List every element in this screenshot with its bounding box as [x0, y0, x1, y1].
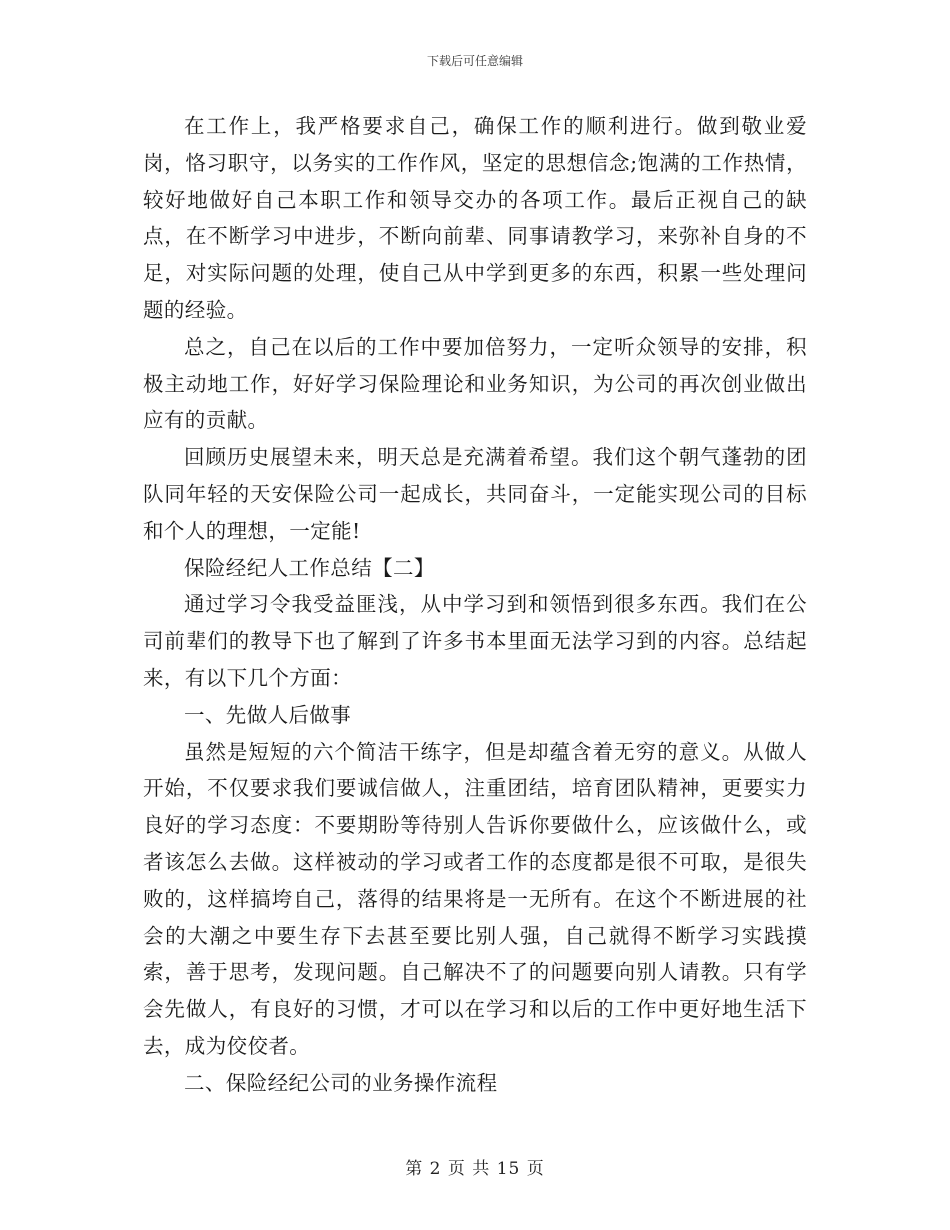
section-title: 保险经纪人工作总结【二】: [184, 555, 435, 580]
paragraph-conclusion: 总之，自己在以后的工作中要加倍努力，一定听众领导的安排，积极主动地工作，好好学习保险理论和业务知识，为公司的再次创业做出应有的贡献。: [143, 334, 807, 433]
subheading-second: 二、保险经纪公司的业务操作流程: [184, 1070, 498, 1095]
subheading-first: 一、先做人后做事: [184, 702, 352, 727]
paragraph-work-attitude: 在工作上，我严格要求自己，确保工作的顺利进行。做到敬业爱岗，恪习职守，以务实的工作作风，坚定的思想信念;饱满的工作热情，较好地做好自己本职工作和领导交办的各项工作。最后正视自己的缺点，在不断学习中进步，不断向前辈、同事请教学习，来弥补自身的不足，对实际问题的处理，使自己从中学到更多的东西，积累一些处理问题的经验。: [143, 114, 807, 322]
document-body: [143, 108, 807, 1102]
paragraph-outlook: 回顾历史展望未来，明天总是充满着希望。我们这个朝气蓬勃的团队同年轻的天安保险公司一起成长，共同奋斗，一定能实现公司的目标和个人的理想，一定能!: [143, 445, 807, 543]
header-note: 下载后可任意编辑: [426, 54, 523, 68]
page-number: 第 2 页 共 15 页: [405, 1159, 545, 1179]
paragraph-learning-intro: 通过学习令我受益匪浅，从中学习到和领悟到很多东西。我们在公司前辈们的教导下也了解到了许多书本里面无法学习到的内容。总结起来，有以下几个方面：: [143, 592, 807, 690]
paragraph-be-a-person: 虽然是短短的六个简洁干练字，但是却蕴含着无穷的意义。从做人开始，不仅要求我们要诚信做人，注重团结，培育团队精神，更要实力良好的学习态度：不要期盼等待别人告诉你要做什么，应该做什么，或者该怎么去做。这样被动的学习或者工作的态度都是很不可取，是很失败的，这样搞垮自己，落得的结果将是一无所有。在这个不断进展的社会的大潮之中要生存下去甚至要比别人强，自己就得不断学习实践摸索，善于思考，发现问题。自己解决不了的问题要向别人请教。只有学会先做人，有良好的习惯，才可以在学习和以后的工作中更好地生活下去，成为佼佼者。: [143, 739, 807, 1058]
